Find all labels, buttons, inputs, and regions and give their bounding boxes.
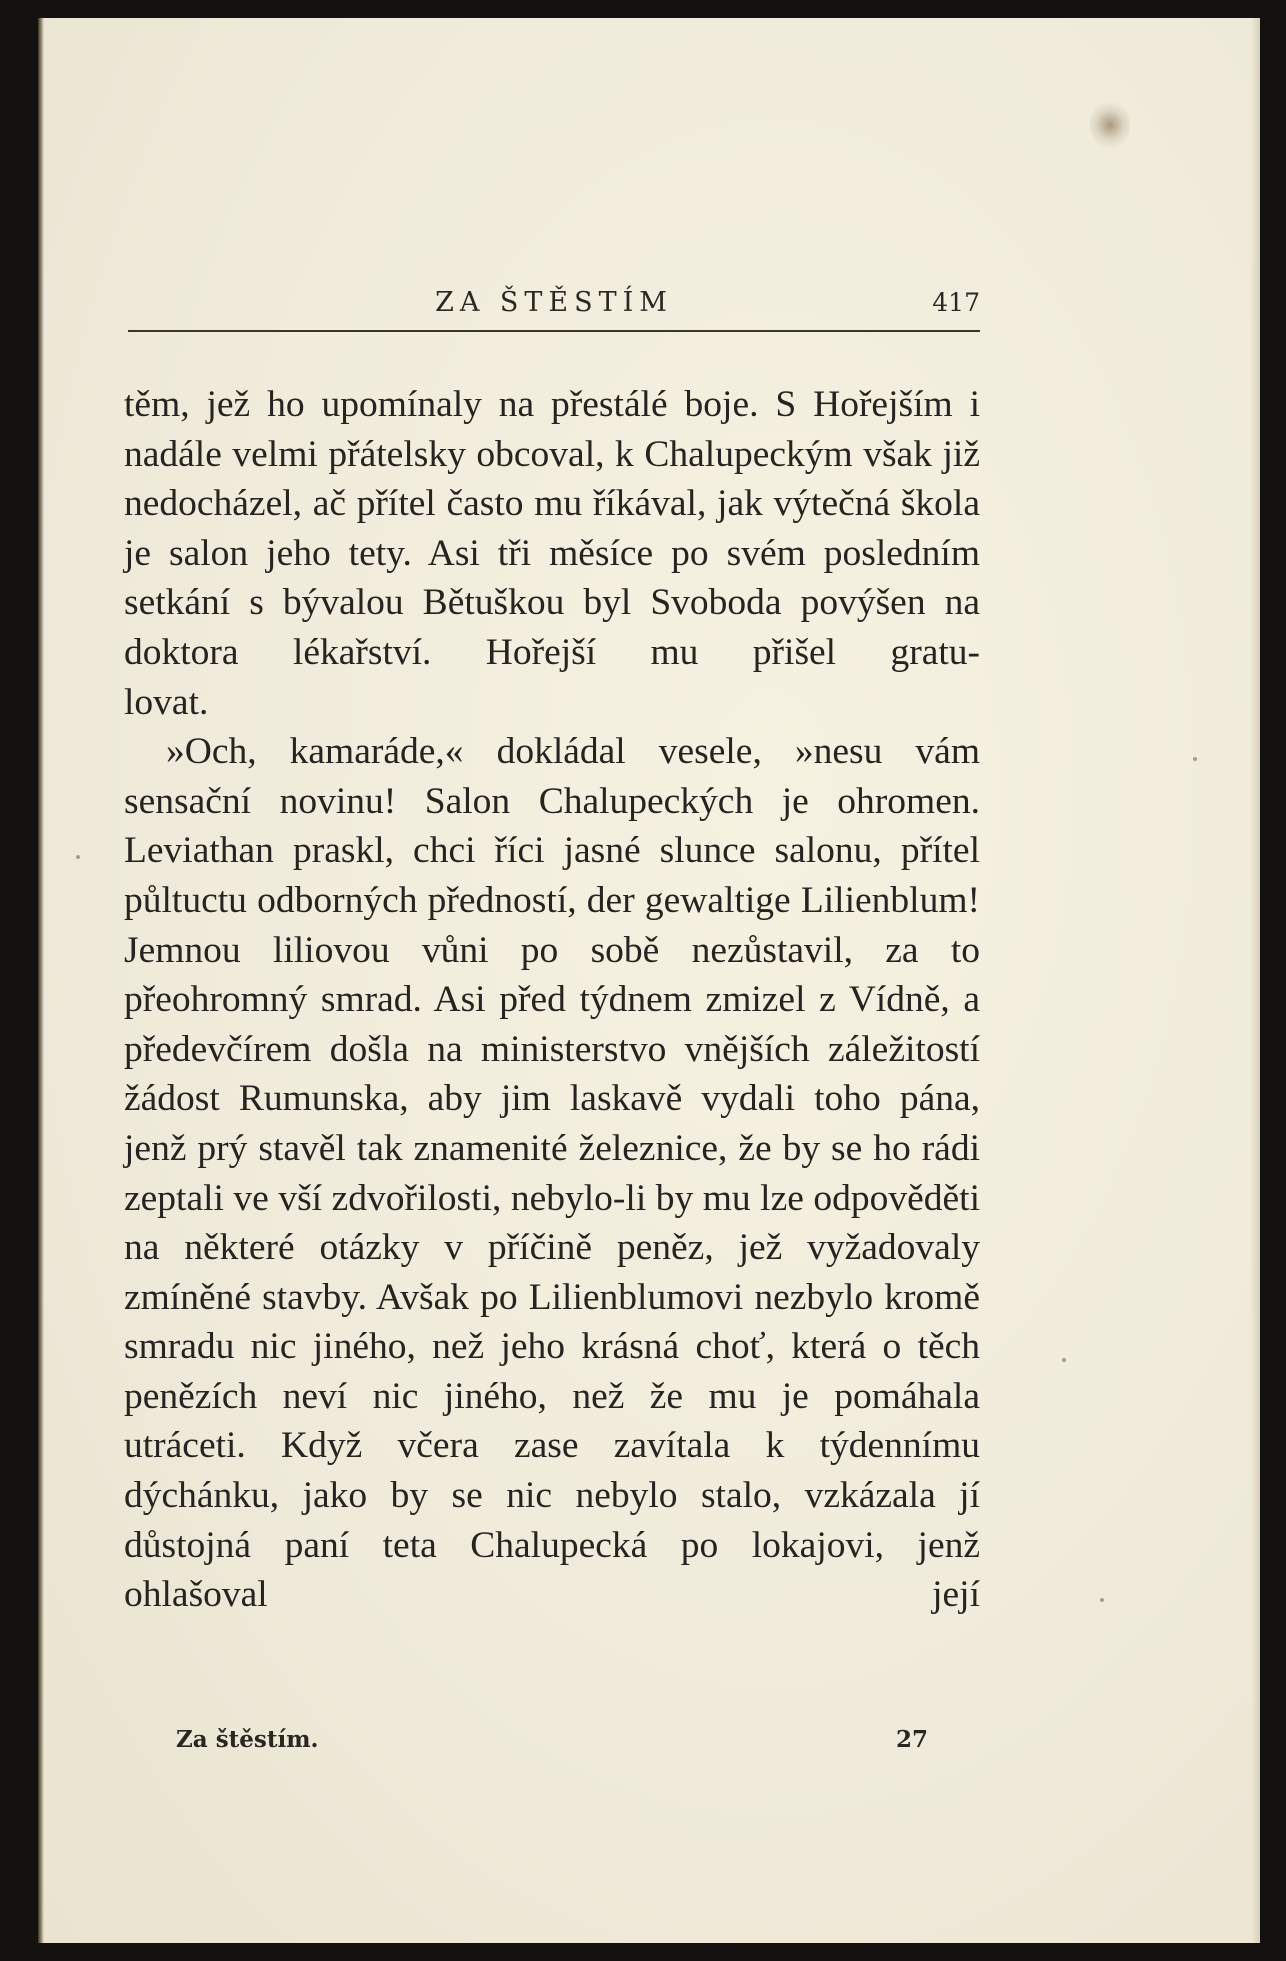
page-number: 417 <box>932 288 980 317</box>
paragraph-last-line: lovat. <box>124 681 209 723</box>
running-header <box>128 286 980 332</box>
paper-speck <box>1100 1598 1104 1602</box>
paper-speck <box>76 855 80 859</box>
paper-speck <box>1062 1358 1066 1362</box>
paragraph <box>124 727 980 1620</box>
running-title: ZA ŠTĚSTÍM <box>435 287 673 318</box>
paper-speck <box>1193 757 1197 761</box>
paper-stain <box>1090 100 1130 150</box>
signature-line <box>176 1726 929 1762</box>
signature-mark: Za štěstím. <box>176 1726 319 1753</box>
page-gutter <box>38 18 44 1943</box>
paragraph-text: »Och, kamaráde,« dokládal vesele, »nesu vám sensační novinu! Salon Chalupeckých je ohromen. Leviathan praskl, chci říci jasné slunce salonu, přítel půltuctu odborných předností, der gewaltige Lilienblum! Jemnou liliovou vůni po sobě nezůstavil, za to přeohromný smrad. Asi před týdnem zmizel z Vídně, a předevčírem došla na ministerstvo vnějších záležitostí žádost Rumunska, aby jim laskavě vydali toho pána, jenž prý stavěl tak znamenité železnice, že by se ho rádi zeptali ve vší zdvořilosti, nebylo-li by mu lze odpověděti na některé otázky v příčině peněz, jež vyžadovaly zmíněné stavby. Avšak po Lilienblumovi nezbylo kromě smradu nic jiného, než jeho krásná choť, která o těch penězích neví nic jiného, než že mu je pomáhala utráceti. Když včera zase zavítala k týdennímu dýchánku, jako by se nic nebylo stalo, vzkázala jí důstojná paní teta Chalupecká po lokajovi, jenž ohlašoval její <box>124 731 980 1616</box>
page-edge <box>1250 18 1260 1943</box>
paragraph <box>124 380 980 727</box>
paragraph-text: těm, jež ho upomínaly na přestálé boje. S Hořejším i nadále velmi přátelsky obcoval, k Chalupeckým však již nedocházel, ač přítel často mu říkával, jak výtečná škola je salon jeho tety. Asi tři měsíce po svém posledním setkání s bývalou Bětuškou byl Svoboda povýšen na doktora lékařství. Hořejší mu přišel gratu- <box>124 384 980 673</box>
sheet-number: 27 <box>896 1726 929 1753</box>
body-text <box>124 380 980 1620</box>
